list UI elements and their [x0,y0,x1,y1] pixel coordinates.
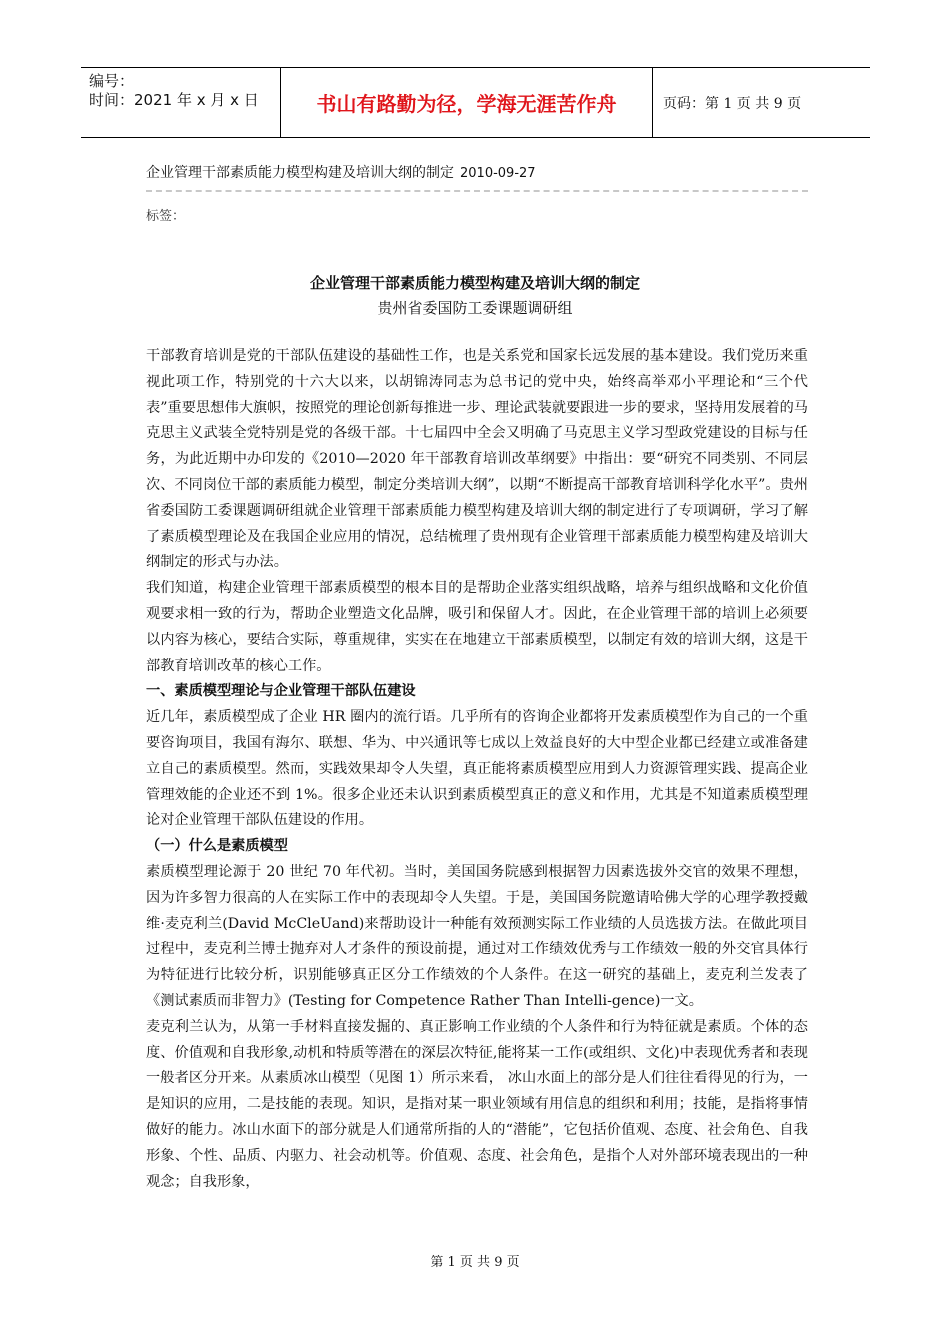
subsection-heading: （一）什么是素质模型 [146,838,288,855]
page-footer: 第 1 页 共 9 页 [430,1255,520,1270]
header-table [81,67,870,138]
header-meta [81,68,281,137]
paragraph: 素质模型理论源于 20 世纪 70 年代初。当时，美国国务院感到根据智力因素选拔外交官的效果不理想，因为许多智力很高的人在实际工作中的表现却令人失望。于是，美国国务院邀请哈佛大学的心理学教授戴维·麦克利兰(David McCleUand)来帮助设计一种能有效预测实际工作业绩的人员选拔方法。在做此项目过程中，麦克利兰博士抛弃对人才条件的预设前提，通过对工作绩效优秀与工作绩效一般的外交官具体行为特征进行比较分析，识别能够真正区分工作绩效的个人条件。在这一研究的基础上，麦克利兰发表了《测试素质而非智力》(Testing for Competence Rather Than Intelli-gence)一文。 [146,863,808,1009]
article-author: 贵州省委国防工委课题调研组 [377,299,573,317]
motto: 书山有路勤为径，学海无涯苦作舟 [281,68,653,137]
doc-date: 2010-09-27 [460,166,536,181]
paragraph: 近几年，素质模型成了企业 HR 圈内的流行语。几乎所有的咨询企业都将开发素质模型作为自己的一个重要咨询项目，我国有海尔、联想、华为、中兴通讯等七成以上效益良好的大中型企业都已经建立或准备建立自己的素质模型。然而，实践效果却令人失望，真正能将素质模型应用到人力资源管理实践、提高企业管理效能的企业还不到 1%。很多企业还未认识到素质模型真正的意义和作用，尤其是不知道素质模型理论对企业管理干部队伍建设的作用。 [146,709,808,829]
doc-title-line [146,162,536,182]
paragraph: 干部教育培训是党的干部队伍建设的基础性工作，也是关系党和国家长远发展的基本建设。我们党历来重视此项工作，特别党的十六大以来，以胡锦涛同志为总书记的党中央，始终高举邓小平理论和“三个代表”重要思想伟大旗帜，按照党的理论创新每推进一步、理论武装就要跟进一步的要求，坚持用发展着的马克思主义武装全党特别是党的各级干部。十七届四中全会又明确了马克思主义学习型政党建设的目标与任务，为此近期中办印发的《2010—2020 年干部教育培训改革纲要》中指出：要“研究不同类别、不同层次、不同岗位干部的素质能力模型，制定分类培训大纲”，以期“不断提高干部教育培训科学化水平”。贵州省委国防工委课题调研组就企业管理干部素质能力模型构建及培训大纲的制定进行了专项调研，学习了解了素质模型理论及在我国企业应用的情况，总结梳理了贵州现有企业管理干部素质能力模型构建及培训大纲制定的形式与办法。 [146,348,808,571]
article-title: 企业管理干部素质能力模型构建及培训大纲的制定 [309,274,640,292]
tags-label: 标签： [146,209,186,224]
paragraph: 我们知道，构建企业管理干部素质模型的根本目的是帮助企业落实组织战略，培养与组织战略和文化价值观要求相一致的行为，帮助企业塑造文化品牌，吸引和保留人才。因此，在企业管理干部的培训上必须要以内容为核心，要结合实际，尊重规律，实实在在地建立干部素质模型，以制定有效的培训大纲，这是干部教育培训改革的核心工作。 [146,580,808,674]
dashed-divider [146,190,808,192]
time-label: 时间：2021 年 x 月 x 日 [89,91,259,109]
paragraph: 麦克利兰认为，从第一手材料直接发掘的、真正影响工作业绩的个人条件和行为特征就是素质。个体的态度、价值观和自我形象,动机和特质等潜在的深层次特征,能将某一工作(或组织、文化)中表现优秀者和表现一般者区分开来。从素质冰山模型（见图 1）所示来看， 冰山水面上的部分是人们往往看得见的行为，一是知识的应用，二是技能的表现。知识，是指对某一职业领域有用信息的组织和利用；技能，是指将事情做好的能力。冰山水面下的部分就是人们通常所指的人的“潜能”，它包括价值观、态度、社会角色、自我形象、个性、品质、内驱力、社会动机等。价值观、态度、社会角色，是指个人对外部环境表现出的一种观念；自我形象， [146,1018,808,1190]
page-info: 页码：第 1 页 共 9 页 [663,95,802,112]
article-body [146,344,808,1195]
number-label: 编号： [89,72,135,90]
doc-title: 企业管理干部素质能力模型构建及培训大纲的制定 [146,165,454,181]
section-heading: 一、素质模型理论与企业管理干部队伍建设 [146,683,416,700]
